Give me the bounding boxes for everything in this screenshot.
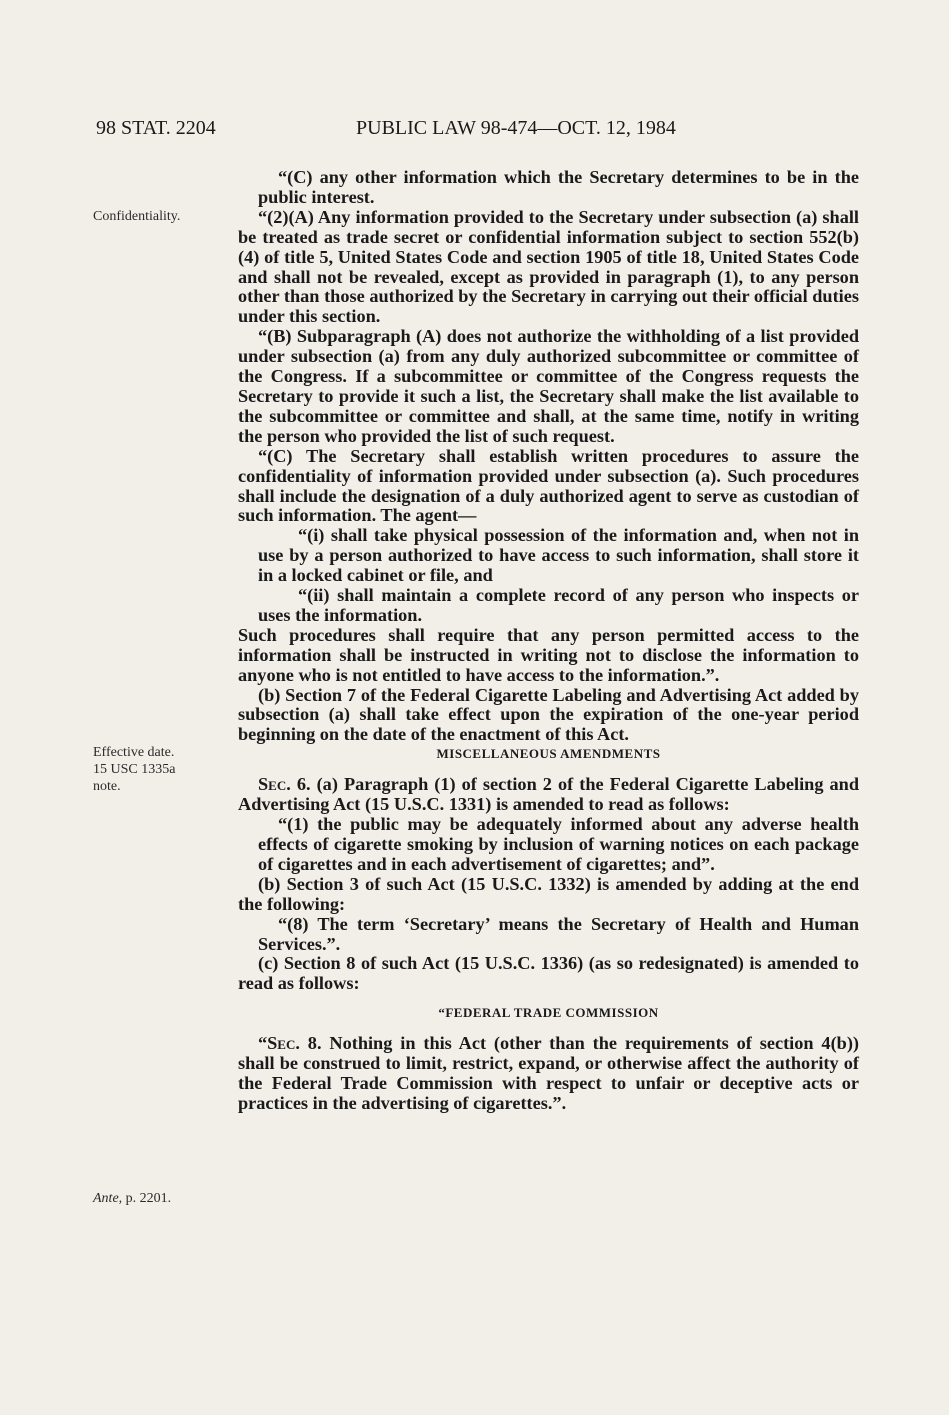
section-8-label: “Sec.: [258, 1033, 300, 1054]
body-text: [238, 168, 859, 1114]
paragraph-b-section-3: (b) Section 3 of such Act (15 U.S.C. 1332) is amended by adding at the end the following:: [238, 873, 859, 914]
paragraph-c-procedures: “(C) The Secretary shall establish written procedures to assure the confidentiality of information provided under subsection (a). Such procedures shall include the designation of a duly authorized agent to serve as custodian of such information. The agent—: [238, 445, 859, 526]
ante-page: p. 2201.: [125, 1191, 172, 1206]
note-label: note.: [93, 779, 121, 794]
paragraph-b-effective: (b) Section 7 of the Federal Cigarette Labeling and Advertising Act added by subsection (a) shall take effect upon the expiration of the one-year period beginning on the date of the enactment of this Act.: [238, 684, 859, 745]
public-law-title: PUBLIC LAW 98-474—OCT. 12, 1984: [356, 117, 676, 139]
effective-date-label: Effective date.: [93, 745, 175, 760]
paragraph-c-public-interest: “(C) any other information which the Secretary determines to be in the public interest.: [258, 167, 859, 207]
paragraph-1-public-informed: “(1) the public may be adequately informed about any adverse health effects of cigarette smoking by inclusion of warning notices on each package of cigarettes and in each advertisement of cigarettes; and”.: [258, 814, 859, 874]
heading-miscellaneous-amendments: MISCELLANEOUS AMENDMENTS: [436, 746, 661, 762]
ante-word: Ante,: [93, 1191, 123, 1206]
page-header: [96, 117, 856, 147]
margin-note-effective-date: [93, 744, 213, 795]
clause-ii-record: “(ii) shall maintain a complete record of any person who inspects or uses the information.: [258, 585, 859, 625]
margin-note-confidentiality: Confidentiality.: [93, 209, 181, 224]
section-6-label: Sec.: [258, 774, 291, 795]
paragraph-b-withholding: “(B) Subparagraph (A) does not authorize the withholding of a list provided under subsection (a) from any duly authorized subcommittee or committee of the Congress. If a subcommittee or committee of the Congress requests the Secretary to provide it such a list, the Secretary shall make the list available to the subcommittee or committee and shall, at the same time, notify in writing the person who provided the list of such request.: [238, 326, 859, 446]
section-8-text: 8. Nothing in this Act (other than the requirements of section 4(b)) shall be construed to limit, restrict, expand, or otherwise affect the authority of the Federal Trade Commission with respect to unfair or deceptive acts or practices in the advertising of cigarettes.”.: [238, 1033, 859, 1113]
stat-page-number: 98 STAT. 2204: [96, 117, 216, 139]
usc-citation: 15 USC 1335a: [93, 762, 176, 777]
section-6-text: 6. (a) Paragraph (1) of section 2 of the Federal Cigarette Labeling and Advertising Act (15 U.S.C. 1331) is amended to read as follows:: [238, 774, 859, 815]
clause-i-possession: “(i) shall take physical possession of the information and, when not in use by a person authorized to have access to such information, shall store it in a locked cabinet or file, and: [258, 525, 859, 586]
paragraph-2a-confidential: “(2)(A) Any information provided to the Secretary under subsection (a) shall be treated as trade secret or confidential information subject to section 552(b)(4) of title 5, United States Code and section 1905 of title 18, United States Code and shall not be revealed, except as provided in paragraph (1), to any person other than those authorized by the Secretary in carrying out their official duties under this section.: [238, 206, 859, 327]
section-8-paragraph: [238, 1034, 859, 1114]
heading-federal-trade-commission: “FEDERAL TRADE COMMISSION: [438, 1005, 659, 1021]
paragraph-procedures-access: Such procedures shall require that any person permitted access to the information shall be instructed in writing not to disclose the information to anyone who is not entitled to have access to the information.”.: [238, 624, 859, 685]
paragraph-c-section-8: (c) Section 8 of such Act (15 U.S.C. 1336) (as so redesignated) is amended to read as follows:: [238, 953, 859, 994]
section-6-paragraph: [238, 775, 859, 815]
paragraph-8-secretary: “(8) The term ‘Secretary’ means the Secretary of Health and Human Services.”.: [258, 913, 859, 954]
margin-note-ante: [93, 1190, 213, 1207]
